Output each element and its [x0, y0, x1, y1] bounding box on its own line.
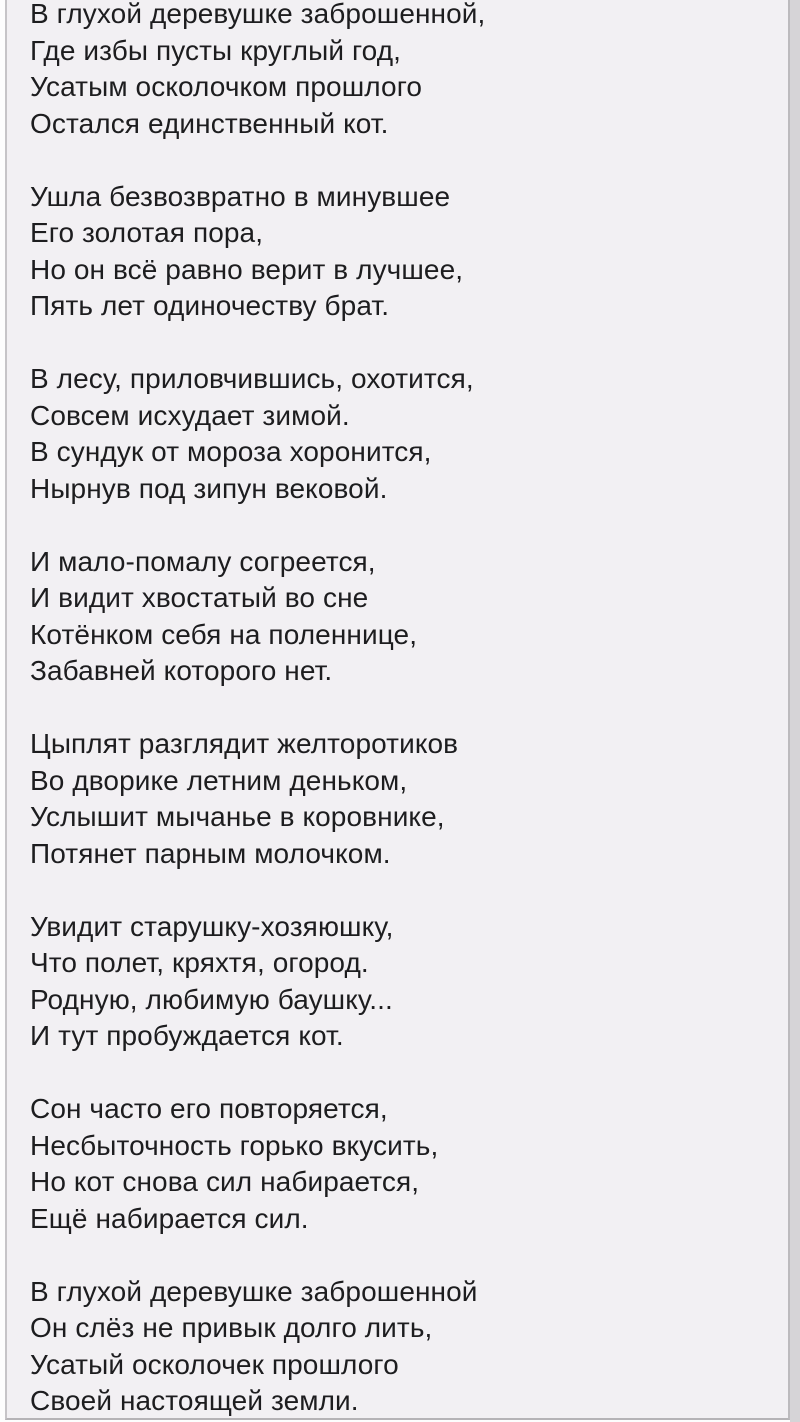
poem-line: В глухой деревушке заброшенной,	[30, 0, 486, 29]
poem-line: Усатым осколочком прошлого	[30, 71, 423, 102]
stanza-2	[30, 179, 778, 325]
stanza-5	[30, 726, 778, 872]
poem-line: Во дворике летним деньком,	[30, 764, 408, 796]
poem-line: Что полет, кряхтя, огород.	[30, 947, 369, 978]
poem-line: Родную, любимую баушку...	[30, 983, 393, 1015]
poem-line: Где избы пусты круглый год,	[30, 34, 402, 66]
poem-line: Потянет парным молочком.	[30, 837, 391, 869]
poem-line: Пять лет одиночеству брат.	[30, 290, 390, 321]
stanza-6	[30, 909, 778, 1055]
poem-line: В лесу, приловчившись, охотится,	[30, 363, 474, 394]
stanza-4	[30, 544, 778, 690]
poem-line: Но он всё равно верит в лучшее,	[30, 253, 464, 285]
poem-line: Услышит мычанье в коровнике,	[30, 801, 445, 832]
poem-line: Несбыточность горько вкусить,	[30, 1129, 439, 1161]
poem-line: Совсем исхудает зимой.	[30, 399, 350, 431]
poem-line: Остался единственный кот.	[30, 107, 389, 139]
poem-line: В сундук от мороза хоронится,	[30, 436, 432, 467]
poem-body	[7, 0, 788, 1420]
poem-text-panel	[5, 0, 790, 1420]
poem-line: Котёнком себя на поленнице,	[30, 618, 418, 650]
stanza-8	[30, 1274, 778, 1420]
poem-line: Его золотая пора,	[30, 217, 264, 248]
poem-line: И видит хвостатый во сне	[30, 582, 369, 613]
poem-line: И мало-помалу согреется,	[30, 545, 376, 577]
poem-line: Сон часто его повторяется,	[30, 1093, 388, 1124]
poem-line: Он слёз не привык долго лить,	[30, 1312, 433, 1343]
poem-line: И тут пробуждается кот.	[30, 1020, 344, 1051]
stanza-3	[30, 361, 778, 507]
poem-line: Но кот снова сил набирается,	[30, 1166, 420, 1197]
poem-line: Усатый осколочек прошлого	[30, 1348, 399, 1380]
stanza-1	[30, 0, 778, 142]
poem-line: Забавней которого нет.	[30, 655, 333, 686]
stanza-7	[30, 1091, 778, 1237]
poem-line: Своей настоящей земли.	[30, 1385, 359, 1416]
poem-line: В глухой деревушке заброшенной	[30, 1275, 478, 1307]
poem-line: Увидит старушку-хозяюшку,	[30, 910, 394, 942]
poem-line: Цыплят разглядит желторотиков	[30, 728, 459, 759]
poem-line: Ещё набирается сил.	[30, 1202, 309, 1234]
poem-line: Нырнув под зипун вековой.	[30, 472, 388, 504]
poem-line: Ушла безвозвратно в минувшее	[30, 180, 451, 212]
scrollbar[interactable]	[790, 0, 800, 1422]
